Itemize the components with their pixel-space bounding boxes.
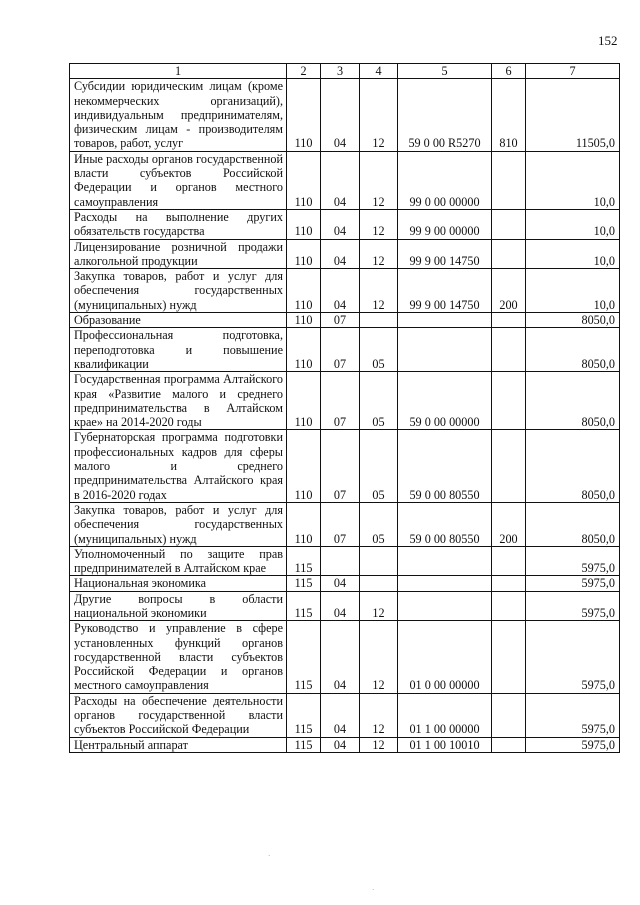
cell-target-article: 99 9 00 14750 <box>398 269 492 313</box>
table-row <box>70 591 620 621</box>
cell-amount: 8050,0 <box>526 328 620 372</box>
cell-expense-type <box>492 209 526 239</box>
cell-section: 07 <box>321 372 360 430</box>
cell-subsection: 05 <box>360 372 398 430</box>
table-row <box>70 576 620 591</box>
cell-section: 04 <box>321 269 360 313</box>
page-number: 152 <box>598 33 618 48</box>
scan-dot-mark: · <box>268 852 271 860</box>
header-col-2: 2 <box>287 64 321 79</box>
cell-admin-code: 115 <box>287 693 321 737</box>
cell-admin-code: 110 <box>287 239 321 269</box>
table-row <box>70 621 620 693</box>
cell-section: 04 <box>321 209 360 239</box>
cell-target-article: 01 0 00 00000 <box>398 621 492 693</box>
cell-name: Другие вопросы в области национальной экономики <box>70 591 287 621</box>
cell-subsection <box>360 546 398 576</box>
cell-expense-type <box>492 737 526 752</box>
cell-expense-type <box>492 328 526 372</box>
cell-subsection: 12 <box>360 209 398 239</box>
cell-amount: 10,0 <box>526 269 620 313</box>
cell-subsection <box>360 313 398 328</box>
cell-amount: 5975,0 <box>526 576 620 591</box>
cell-amount: 5975,0 <box>526 737 620 752</box>
cell-subsection: 12 <box>360 693 398 737</box>
cell-subsection: 05 <box>360 328 398 372</box>
cell-name: Губернаторская программа подготовки профессиональных кадров для сферы малого и среднего предпринимательства Алтайского края в 2016-2020 годах <box>70 430 287 502</box>
cell-subsection: 12 <box>360 79 398 151</box>
cell-admin-code: 115 <box>287 591 321 621</box>
cell-target-article: 99 0 00 00000 <box>398 151 492 209</box>
cell-section: 04 <box>321 737 360 752</box>
cell-target-article <box>398 576 492 591</box>
cell-name: Субсидии юридическим лицам (кроме некоммерческих организаций), индивидуальным предпринимателям, физическим лицам - производителям товаров, работ, услуг <box>70 79 287 151</box>
header-col-7: 7 <box>526 64 620 79</box>
cell-subsection: 12 <box>360 151 398 209</box>
cell-amount: 5975,0 <box>526 546 620 576</box>
cell-admin-code: 110 <box>287 79 321 151</box>
cell-expense-type <box>492 151 526 209</box>
cell-section: 07 <box>321 502 360 546</box>
header-col-5: 5 <box>398 64 492 79</box>
cell-section: 04 <box>321 151 360 209</box>
cell-amount: 10,0 <box>526 239 620 269</box>
cell-expense-type: 200 <box>492 502 526 546</box>
cell-admin-code: 110 <box>287 313 321 328</box>
cell-section <box>321 546 360 576</box>
cell-expense-type <box>492 430 526 502</box>
cell-name: Расходы на обеспечение деятельности органов государственной власти субъектов Российской Федерации <box>70 693 287 737</box>
cell-amount: 8050,0 <box>526 372 620 430</box>
cell-target-article: 01 1 00 00000 <box>398 693 492 737</box>
cell-section: 07 <box>321 313 360 328</box>
cell-admin-code: 110 <box>287 209 321 239</box>
cell-target-article <box>398 328 492 372</box>
table-row <box>70 328 620 372</box>
scan-dot-mark: · <box>372 886 375 894</box>
cell-admin-code: 110 <box>287 502 321 546</box>
cell-name: Национальная экономика <box>70 576 287 591</box>
cell-amount: 5975,0 <box>526 621 620 693</box>
cell-target-article: 01 1 00 10010 <box>398 737 492 752</box>
cell-subsection: 05 <box>360 430 398 502</box>
cell-target-article: 59 0 00 R5270 <box>398 79 492 151</box>
cell-name: Образование <box>70 313 287 328</box>
table-row <box>70 737 620 752</box>
cell-target-article <box>398 591 492 621</box>
cell-expense-type: 810 <box>492 79 526 151</box>
cell-expense-type <box>492 372 526 430</box>
cell-name: Руководство и управление в сфере установленных функций органов государственной власти субъектов Российской Федерации и органов местного самоуправления <box>70 621 287 693</box>
cell-admin-code: 110 <box>287 372 321 430</box>
table-row <box>70 372 620 430</box>
cell-subsection: 05 <box>360 502 398 546</box>
cell-admin-code: 115 <box>287 546 321 576</box>
cell-name: Уполномоченный по защите прав предпринимателей в Алтайском крае <box>70 546 287 576</box>
cell-expense-type <box>492 621 526 693</box>
cell-amount: 10,0 <box>526 209 620 239</box>
header-col-3: 3 <box>321 64 360 79</box>
table-row <box>70 502 620 546</box>
cell-target-article <box>398 313 492 328</box>
table-header-row <box>70 64 620 79</box>
cell-section: 04 <box>321 239 360 269</box>
cell-name: Профессиональная подготовка, переподготовка и повышение квалификации <box>70 328 287 372</box>
table-row <box>70 430 620 502</box>
cell-name: Государственная программа Алтайского края «Развитие малого и среднего предпринимательства в Алтайском крае» на 2014-2020 годы <box>70 372 287 430</box>
cell-admin-code: 110 <box>287 269 321 313</box>
cell-section: 04 <box>321 79 360 151</box>
cell-name: Расходы на выполнение других обязательств государства <box>70 209 287 239</box>
cell-subsection: 12 <box>360 737 398 752</box>
header-col-1: 1 <box>70 64 287 79</box>
cell-amount: 8050,0 <box>526 430 620 502</box>
header-col-4: 4 <box>360 64 398 79</box>
cell-amount: 5975,0 <box>526 591 620 621</box>
budget-table <box>69 63 620 753</box>
cell-amount: 10,0 <box>526 151 620 209</box>
table-row <box>70 693 620 737</box>
cell-section: 04 <box>321 621 360 693</box>
cell-amount: 8050,0 <box>526 313 620 328</box>
cell-amount: 5975,0 <box>526 693 620 737</box>
cell-expense-type <box>492 313 526 328</box>
cell-amount: 11505,0 <box>526 79 620 151</box>
cell-expense-type <box>492 693 526 737</box>
cell-amount: 8050,0 <box>526 502 620 546</box>
cell-name: Закупка товаров, работ и услуг для обеспечения государственных (муниципальных) нужд <box>70 502 287 546</box>
table-row <box>70 546 620 576</box>
cell-expense-type <box>492 591 526 621</box>
cell-section: 07 <box>321 328 360 372</box>
cell-target-article: 59 0 00 80550 <box>398 430 492 502</box>
table-row <box>70 79 620 151</box>
cell-target-article: 59 0 00 00000 <box>398 372 492 430</box>
cell-admin-code: 110 <box>287 151 321 209</box>
cell-admin-code: 115 <box>287 576 321 591</box>
cell-target-article: 99 9 00 00000 <box>398 209 492 239</box>
cell-name: Иные расходы органов государственной власти субъектов Российской Федерации и органов местного самоуправления <box>70 151 287 209</box>
cell-subsection: 12 <box>360 591 398 621</box>
cell-admin-code: 110 <box>287 430 321 502</box>
table-row <box>70 269 620 313</box>
cell-name: Закупка товаров, работ и услуг для обеспечения государственных (муниципальных) нужд <box>70 269 287 313</box>
table-row <box>70 239 620 269</box>
cell-admin-code: 115 <box>287 737 321 752</box>
cell-subsection <box>360 576 398 591</box>
cell-target-article <box>398 546 492 576</box>
table-row <box>70 313 620 328</box>
cell-subsection: 12 <box>360 621 398 693</box>
cell-expense-type <box>492 576 526 591</box>
cell-subsection: 12 <box>360 269 398 313</box>
cell-section: 04 <box>321 576 360 591</box>
cell-expense-type <box>492 546 526 576</box>
header-col-6: 6 <box>492 64 526 79</box>
cell-section: 04 <box>321 591 360 621</box>
cell-admin-code: 115 <box>287 621 321 693</box>
cell-expense-type <box>492 239 526 269</box>
cell-target-article: 99 9 00 14750 <box>398 239 492 269</box>
cell-expense-type: 200 <box>492 269 526 313</box>
cell-section: 07 <box>321 430 360 502</box>
cell-name: Лицензирование розничной продажи алкогольной продукции <box>70 239 287 269</box>
table-row <box>70 151 620 209</box>
cell-section: 04 <box>321 693 360 737</box>
cell-subsection: 12 <box>360 239 398 269</box>
cell-name: Центральный аппарат <box>70 737 287 752</box>
cell-admin-code: 110 <box>287 328 321 372</box>
cell-target-article: 59 0 00 80550 <box>398 502 492 546</box>
table-row <box>70 209 620 239</box>
